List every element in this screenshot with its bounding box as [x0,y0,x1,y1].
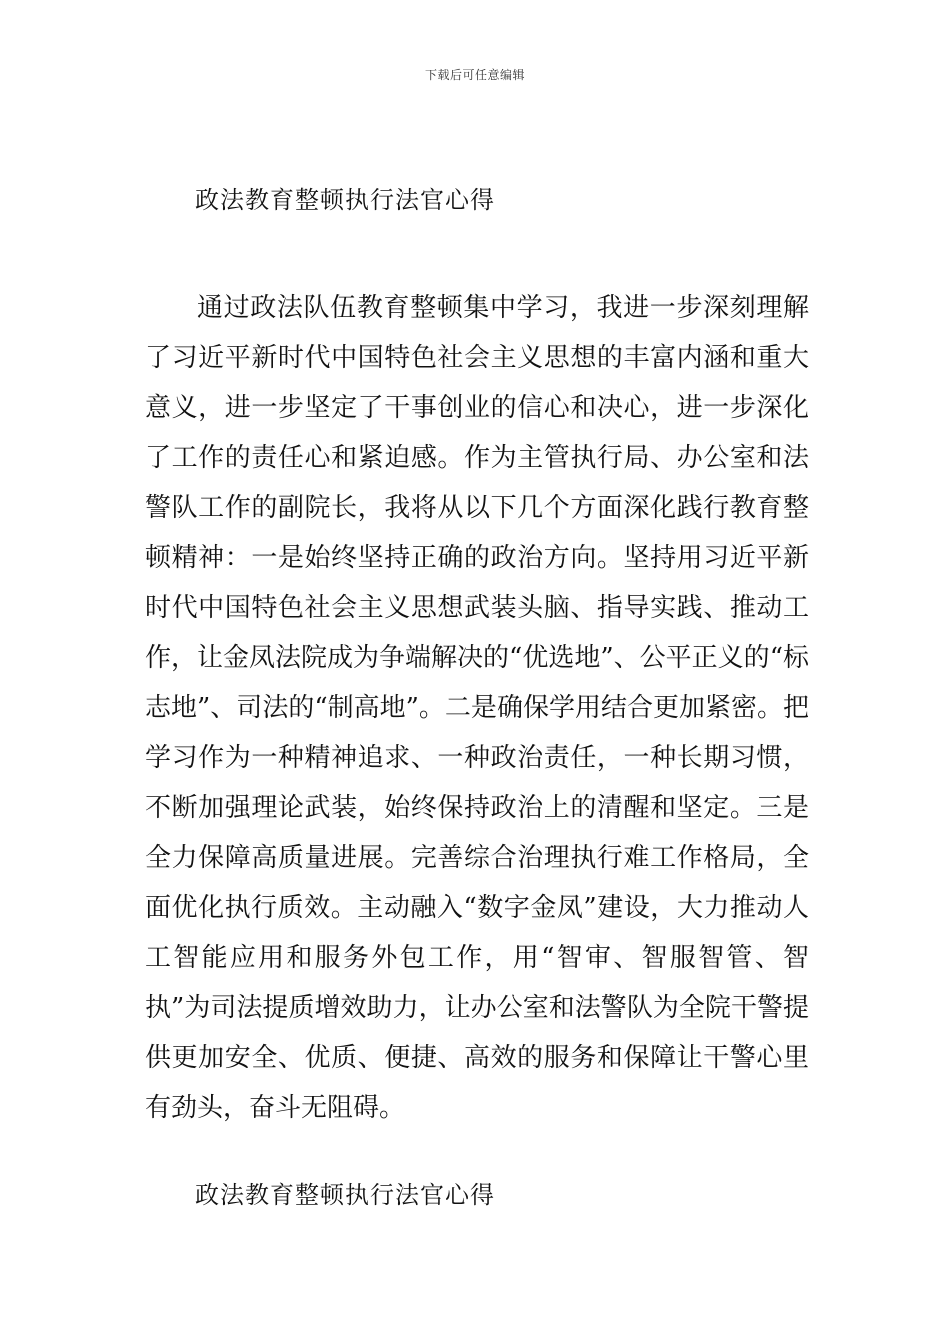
document-title-repeat: 政法教育整顿执行法官心得 [195,1181,495,1209]
document-title: 政法教育整顿执行法官心得 [195,186,495,214]
page-header-note: 下载后可任意编辑 [424,68,525,82]
body-paragraph: 通过政法队伍教育整顿集中学习，我进一步深刻理解了习近平新时代中国特色社会主义思想的丰富内涵和重大意义，进一步坚定了干事创业的信心和决心，进一步深化了工作的责任心和紧迫感。作为主管执行局、办公室和法警队工作的副院长，我将从以下几个方面深化践行教育整顿精神：一是始终坚持正确的政治方向。坚持用习近平新时代中国特色社会主义思想武装头脑、指导实践、推动工作，让金凤法院成为争端解决的“优选地”、公平正义的“标志地”、司法的“制高地”。二是确保学用结合更加紧密。把学习作为一种精神追求、一种政治责任，一种长期习惯，不断加强理论武装，始终保持政治上的清醒和坚定。三是全力保障高质量进展。完善综合治理执行难工作格局，全面优化执行质效。主动融入“数字金凤”建设，大力推动人工智能应用和服务外包工作，用“智审、智服智管、智执”为司法提质增效助力，让办公室和法警队为全院干警提供更加安全、优质、便捷、高效的服务和保障让干警心里有劲头，奋斗无阻碍。 [145,293,809,1123]
